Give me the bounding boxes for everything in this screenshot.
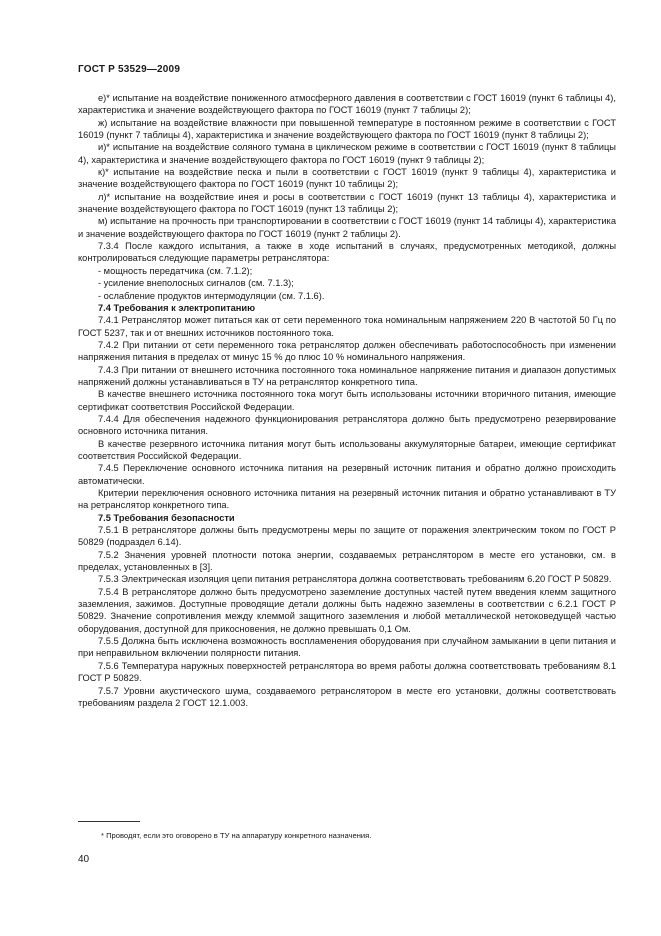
document-header: ГОСТ Р 53529—2009 [78,64,181,75]
paragraph: 7.4.4 Для обеспечения надежного функционирования ретранслятора должно быть предусмотрено резервирование основного источника питания. [78,413,616,437]
paragraph: ж) испытание на воздействие влажности при повышенной температуре в постоянном режиме в соответствии с ГОСТ 16019 (пункт 7 таблицы 4), характеристика и значение воздействующего фактора по ГОСТ 16019 (пункт 8 таблицы 2); [78,117,616,141]
paragraph: 7.5.3 Электрическая изоляция цепи питания ретранслятора должна соответствовать требованиям 6.20 ГОСТ Р 50829. [98,574,612,585]
paragraph: л)* испытание на воздействие инея и росы в соответствии с ГОСТ 16019 (пункт 13 таблицы 4), характеристика и значение воздействующего фактора по ГОСТ 16019 (пункт 13 таблицы 2); [78,191,616,215]
section-heading-7-5: 7.5 Требования безопасности [98,512,235,523]
paragraph: 7.5.5 Должна быть исключена возможность воспламенения оборудования при случайном замыкании в цепи питания и при неправильном включении полярности питания. [78,636,616,659]
paragraph: и)* испытание на воздействие соляного тумана в циклическом режиме в соответствии с ГОСТ 16019 (пункт 8 таблицы 4), характеристика и значение воздействующего фактора по ГОСТ 16019 (пункт 9 таблицы 2); [78,142,616,165]
paragraph: 7.3.4 После каждого испытания, а также в ходе испытаний в случаях, предусмотренных методикой, должны контролироваться следующие параметры ретранслятора: [78,241,616,264]
paragraph: 7.5.6 Температура наружных поверхностей ретранслятора во время работы должна соответствовать требованиям 8.1 ГОСТ Р 50829. [78,660,616,684]
document-body [78,92,616,709]
paragraph: 7.4.3 При питании от внешнего источника постоянного тока номинальное напряжение питания и диапазон допустимых напряжений должны устанавливаться в ТУ на ретранслятор конкретного типа. [78,364,616,387]
list-item: - усиление внеполосных сигналов (см. 7.1.3); [98,278,294,289]
paragraph: 7.4.5 Переключение основного источника питания на резервный источник питания и обратно должно происходить автоматически. [78,463,616,486]
paragraph: В качестве внешнего источника постоянного тока могут быть использованы источники вторичного питания, имеющие сертификат соответствия Российской Федерации. [78,389,616,412]
paragraph: Критерии переключения основного источника питания на резервный источник питания и обратно устанавливают в ТУ на ретранслятор конкретного типа. [78,488,616,511]
section-heading-7-4: 7.4 Требования к электропитанию [98,302,256,313]
paragraph: м) испытание на прочность при транспортировании в соответствии с ГОСТ 16019 (пункт 14 таблицы 4), характеристика и значение воздействующего фактора по ГОСТ 16019 (пункт 2 таблицы 2). [78,216,616,239]
paragraph: 7.5.2 Значения уровней плотности потока энергии, создаваемых ретранслятором в месте его установки, см. в пределах, установленных в [3]. [78,549,616,573]
paragraph: 7.4.2 При питании от сети переменного тока ретранслятор должен обеспечивать работоспособность при изменении напряжения питания в пределах от минус 15 % до плюс 10 % номинального напряжения. [78,339,616,363]
paragraph: к)* испытание на воздействие песка и пыли в соответствии с ГОСТ 16019 (пункт 9 таблицы 4), характеристика и значение воздействующего фактора по ГОСТ 16019 (пункт 10 таблицы 2); [78,167,616,190]
paragraph: 7.5.4 В ретрансляторе должно быть предусмотрено заземление доступных частей путем введения клемм защитного заземления, зажимов. Доступные проводящие детали должны быть надежно заземлены в соответствии с 6.2.1 ГОСТ Р 50829. Значение сопротивления между клеммой защитного заземления и любой металлической нетоковедущей частью оборудования, доступной для прикосновения, не должно превышать 0,1 Ом. [78,586,616,634]
footnote: * Проводят, если это оговорено в ТУ на аппаратуру конкретного назначения. [101,831,372,840]
footnote-separator [78,821,140,822]
paragraph: В качестве резервного источника питания могут быть использованы аккумуляторные батареи, имеющие сертификат соответствия Российской Федерации. [78,438,616,461]
list-item: - мощность передатчика (см. 7.1.2); [98,265,253,276]
paragraph: 7.5.1 В ретрансляторе должны быть предусмотрены меры по защите от поражения электрическим током по ГОСТ Р 50829 (подраздел 6.14). [78,525,616,548]
paragraph: е)* испытание на воздействие пониженного атмосферного давления в соответствии с ГОСТ 16019 (пункт 6 таблицы 4), характеристика и значение воздействующего фактора по ГОСТ 16019 (пункт 7 таблицы 2); [78,93,616,116]
list-item: - ослабление продуктов интермодуляции (см. 7.1.6). [98,290,325,301]
paragraph: 7.4.1 Ретранслятор может питаться как от сети переменного тока номинальным напряжением 220 В частотой 50 Гц по ГОСТ 5237, так и от внешних источников постоянного тока. [78,315,616,338]
paragraph: 7.5.7 Уровни акустического шума, создаваемого ретранслятором в месте его установки, должны соответствовать требованиям раздела 2 ГОСТ 12.1.003. [78,685,616,708]
page-number: 40 [78,854,90,865]
